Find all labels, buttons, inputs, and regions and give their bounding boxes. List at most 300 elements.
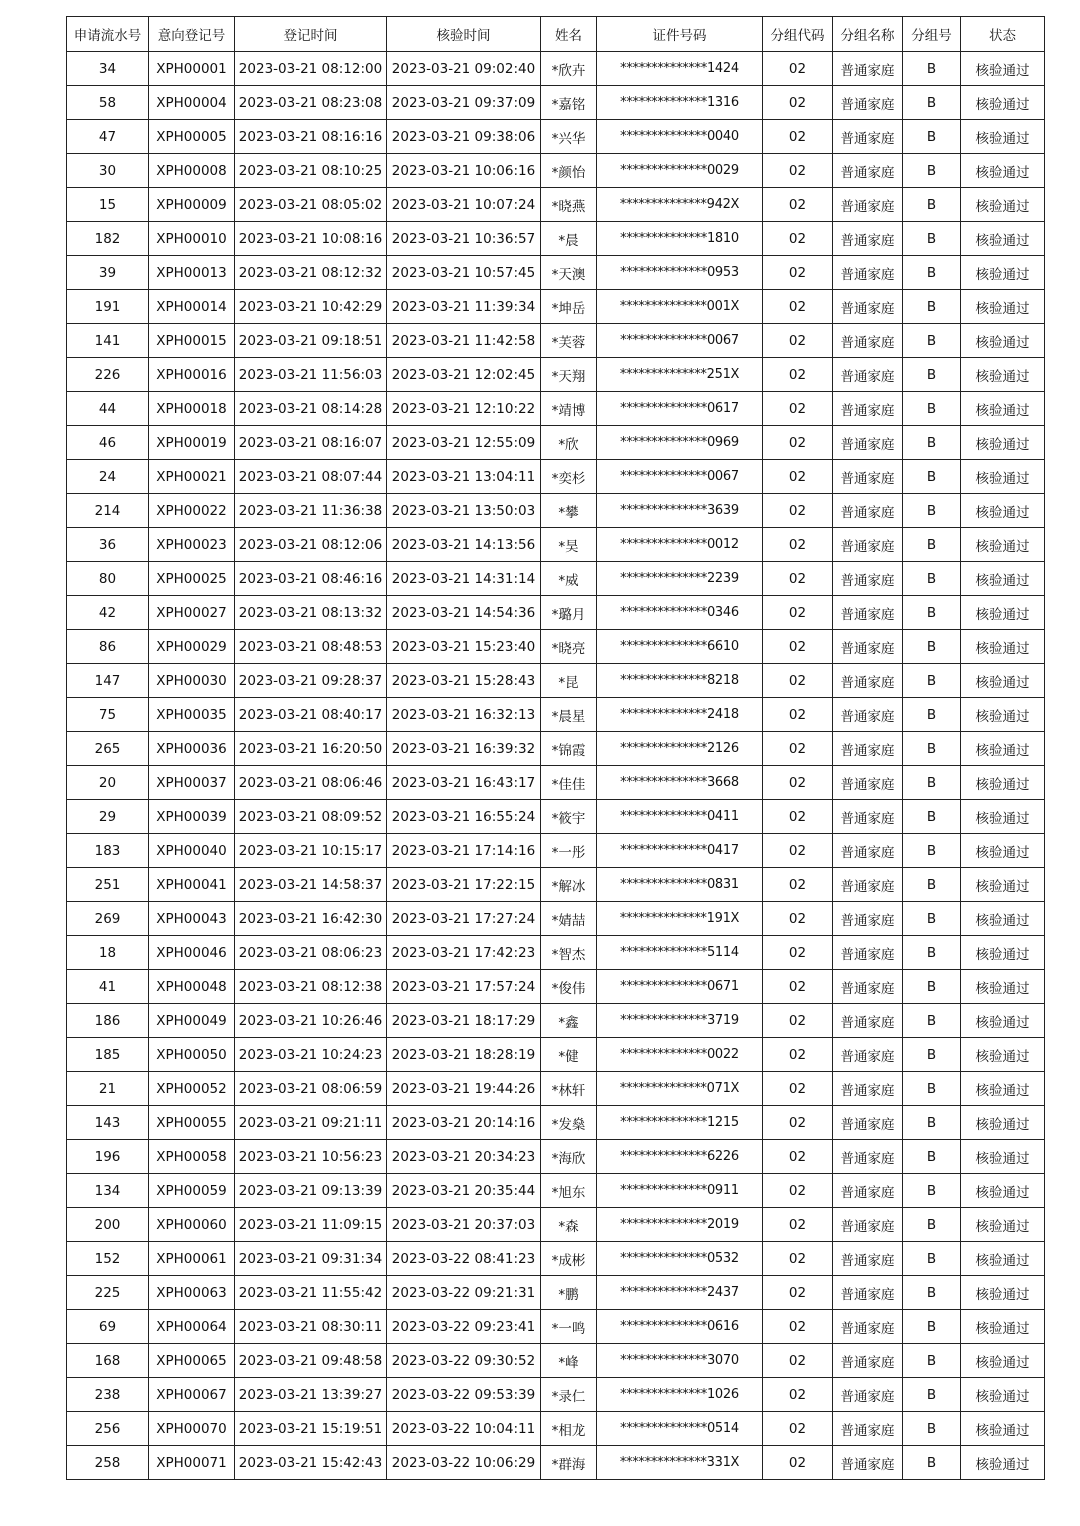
status-cell: 核验通过 xyxy=(961,290,1045,324)
registration-time-cell: 2023-03-21 08:12:06 xyxy=(235,528,387,562)
registration-time-cell: 2023-03-21 08:12:32 xyxy=(235,256,387,290)
name-cell: *群海 xyxy=(541,1446,597,1480)
registration-time-cell: 2023-03-21 08:14:28 xyxy=(235,392,387,426)
name-cell: *欣卉 xyxy=(541,52,597,86)
group-code-cell: 02 xyxy=(763,1412,833,1446)
verification-time-cell: 2023-03-21 13:50:03 xyxy=(387,494,541,528)
id-number-cell: **************6610 xyxy=(597,630,763,664)
name-cell: *晓亮 xyxy=(541,630,597,664)
verification-time-cell: 2023-03-21 10:06:16 xyxy=(387,154,541,188)
group-no-cell: B xyxy=(903,562,961,596)
group-name-cell: 普通家庭 xyxy=(833,1276,903,1310)
name-cell: *发燊 xyxy=(541,1106,597,1140)
registration-no-cell: XPH00030 xyxy=(149,664,235,698)
registration-no-cell: XPH00021 xyxy=(149,460,235,494)
id-number-cell: **************0953 xyxy=(597,256,763,290)
group-no-cell: B xyxy=(903,188,961,222)
status-cell: 核验通过 xyxy=(961,562,1045,596)
group-no-cell: B xyxy=(903,290,961,324)
verification-time-cell: 2023-03-21 17:42:23 xyxy=(387,936,541,970)
status-cell: 核验通过 xyxy=(961,630,1045,664)
group-name-cell: 普通家庭 xyxy=(833,1038,903,1072)
group-name-cell: 普通家庭 xyxy=(833,596,903,630)
group-code-cell: 02 xyxy=(763,1344,833,1378)
id-number-cell: **************0831 xyxy=(597,868,763,902)
table-row xyxy=(67,698,1045,732)
serial-no-cell: 214 xyxy=(67,494,149,528)
verification-time-cell: 2023-03-22 09:21:31 xyxy=(387,1276,541,1310)
name-cell: *威 xyxy=(541,562,597,596)
verification-time-cell: 2023-03-21 17:27:24 xyxy=(387,902,541,936)
table-row xyxy=(67,1140,1045,1174)
registration-no-cell: XPH00008 xyxy=(149,154,235,188)
serial-no-cell: 42 xyxy=(67,596,149,630)
status-cell: 核验通过 xyxy=(961,494,1045,528)
id-number-cell: **************942X xyxy=(597,188,763,222)
group-code-cell: 02 xyxy=(763,1276,833,1310)
group-no-cell: B xyxy=(903,1106,961,1140)
table-row xyxy=(67,494,1045,528)
registration-time-cell: 2023-03-21 11:09:15 xyxy=(235,1208,387,1242)
registration-time-cell: 2023-03-21 08:06:23 xyxy=(235,936,387,970)
name-cell: *昊 xyxy=(541,528,597,562)
verification-time-cell: 2023-03-21 09:38:06 xyxy=(387,120,541,154)
status-cell: 核验通过 xyxy=(961,732,1045,766)
header-serial-no: 申请流水号 xyxy=(67,17,149,52)
group-code-cell: 02 xyxy=(763,1242,833,1276)
table-row xyxy=(67,290,1045,324)
group-no-cell: B xyxy=(903,664,961,698)
table-row xyxy=(67,392,1045,426)
group-code-cell: 02 xyxy=(763,1310,833,1344)
name-cell: *一鸣 xyxy=(541,1310,597,1344)
verification-time-cell: 2023-03-21 14:54:36 xyxy=(387,596,541,630)
header-status: 状态 xyxy=(961,17,1045,52)
group-code-cell: 02 xyxy=(763,460,833,494)
serial-no-cell: 86 xyxy=(67,630,149,664)
status-cell: 核验通过 xyxy=(961,1004,1045,1038)
id-number-cell: **************0969 xyxy=(597,426,763,460)
table-row xyxy=(67,1174,1045,1208)
registration-no-cell: XPH00063 xyxy=(149,1276,235,1310)
group-code-cell: 02 xyxy=(763,834,833,868)
verification-time-cell: 2023-03-21 10:57:45 xyxy=(387,256,541,290)
group-no-cell: B xyxy=(903,1242,961,1276)
status-cell: 核验通过 xyxy=(961,392,1045,426)
group-no-cell: B xyxy=(903,1140,961,1174)
status-cell: 核验通过 xyxy=(961,1072,1045,1106)
id-number-cell: **************5114 xyxy=(597,936,763,970)
table-row xyxy=(67,426,1045,460)
registration-no-cell: XPH00059 xyxy=(149,1174,235,1208)
registration-time-cell: 2023-03-21 08:30:11 xyxy=(235,1310,387,1344)
name-cell: *筱宇 xyxy=(541,800,597,834)
verification-time-cell: 2023-03-21 16:39:32 xyxy=(387,732,541,766)
name-cell: *健 xyxy=(541,1038,597,1072)
table-row xyxy=(67,1242,1045,1276)
group-name-cell: 普通家庭 xyxy=(833,426,903,460)
group-no-cell: B xyxy=(903,868,961,902)
serial-no-cell: 269 xyxy=(67,902,149,936)
serial-no-cell: 226 xyxy=(67,358,149,392)
group-name-cell: 普通家庭 xyxy=(833,562,903,596)
serial-no-cell: 256 xyxy=(67,1412,149,1446)
status-cell: 核验通过 xyxy=(961,256,1045,290)
group-name-cell: 普通家庭 xyxy=(833,1140,903,1174)
verification-time-cell: 2023-03-22 10:06:29 xyxy=(387,1446,541,1480)
group-code-cell: 02 xyxy=(763,1072,833,1106)
verification-time-cell: 2023-03-21 10:07:24 xyxy=(387,188,541,222)
group-no-cell: B xyxy=(903,698,961,732)
table-row xyxy=(67,1378,1045,1412)
group-name-cell: 普通家庭 xyxy=(833,834,903,868)
header-id-number: 证件号码 xyxy=(597,17,763,52)
name-cell: *成彬 xyxy=(541,1242,597,1276)
group-name-cell: 普通家庭 xyxy=(833,52,903,86)
name-cell: *鹏 xyxy=(541,1276,597,1310)
group-name-cell: 普通家庭 xyxy=(833,664,903,698)
table-row xyxy=(67,154,1045,188)
registration-time-cell: 2023-03-21 08:48:53 xyxy=(235,630,387,664)
table-row xyxy=(67,256,1045,290)
group-no-cell: B xyxy=(903,800,961,834)
status-cell: 核验通过 xyxy=(961,358,1045,392)
group-name-cell: 普通家庭 xyxy=(833,1004,903,1038)
serial-no-cell: 69 xyxy=(67,1310,149,1344)
verification-time-cell: 2023-03-21 20:14:16 xyxy=(387,1106,541,1140)
group-name-cell: 普通家庭 xyxy=(833,494,903,528)
name-cell: *晓燕 xyxy=(541,188,597,222)
group-code-cell: 02 xyxy=(763,86,833,120)
group-code-cell: 02 xyxy=(763,358,833,392)
serial-no-cell: 29 xyxy=(67,800,149,834)
registration-no-cell: XPH00070 xyxy=(149,1412,235,1446)
verification-time-cell: 2023-03-21 12:55:09 xyxy=(387,426,541,460)
registration-no-cell: XPH00005 xyxy=(149,120,235,154)
group-no-cell: B xyxy=(903,1310,961,1344)
serial-no-cell: 134 xyxy=(67,1174,149,1208)
status-cell: 核验通过 xyxy=(961,1378,1045,1412)
group-name-cell: 普通家庭 xyxy=(833,698,903,732)
registration-no-cell: XPH00064 xyxy=(149,1310,235,1344)
id-number-cell: **************2437 xyxy=(597,1276,763,1310)
id-number-cell: **************0617 xyxy=(597,392,763,426)
table-row xyxy=(67,1412,1045,1446)
registration-time-cell: 2023-03-21 08:46:16 xyxy=(235,562,387,596)
group-no-cell: B xyxy=(903,970,961,1004)
verification-time-cell: 2023-03-21 10:36:57 xyxy=(387,222,541,256)
group-code-cell: 02 xyxy=(763,154,833,188)
registration-no-cell: XPH00015 xyxy=(149,324,235,358)
status-cell: 核验通过 xyxy=(961,766,1045,800)
registration-time-cell: 2023-03-21 08:06:59 xyxy=(235,1072,387,1106)
group-no-cell: B xyxy=(903,460,961,494)
serial-no-cell: 183 xyxy=(67,834,149,868)
id-number-cell: **************0346 xyxy=(597,596,763,630)
registration-no-cell: XPH00055 xyxy=(149,1106,235,1140)
verification-time-cell: 2023-03-21 14:31:14 xyxy=(387,562,541,596)
id-number-cell: **************8218 xyxy=(597,664,763,698)
status-cell: 核验通过 xyxy=(961,664,1045,698)
registration-no-cell: XPH00043 xyxy=(149,902,235,936)
status-cell: 核验通过 xyxy=(961,834,1045,868)
serial-no-cell: 46 xyxy=(67,426,149,460)
serial-no-cell: 191 xyxy=(67,290,149,324)
registration-time-cell: 2023-03-21 09:21:11 xyxy=(235,1106,387,1140)
group-no-cell: B xyxy=(903,596,961,630)
name-cell: *鑫 xyxy=(541,1004,597,1038)
applicant-table xyxy=(66,16,1045,1480)
group-name-cell: 普通家庭 xyxy=(833,358,903,392)
status-cell: 核验通过 xyxy=(961,1446,1045,1480)
group-name-cell: 普通家庭 xyxy=(833,86,903,120)
group-name-cell: 普通家庭 xyxy=(833,1378,903,1412)
table-row xyxy=(67,834,1045,868)
group-no-cell: B xyxy=(903,222,961,256)
table-row xyxy=(67,52,1045,86)
group-code-cell: 02 xyxy=(763,630,833,664)
group-code-cell: 02 xyxy=(763,800,833,834)
id-number-cell: **************2019 xyxy=(597,1208,763,1242)
status-cell: 核验通过 xyxy=(961,460,1045,494)
name-cell: *佳佳 xyxy=(541,766,597,800)
registration-time-cell: 2023-03-21 10:15:17 xyxy=(235,834,387,868)
group-no-cell: B xyxy=(903,392,961,426)
group-code-cell: 02 xyxy=(763,1038,833,1072)
registration-time-cell: 2023-03-21 08:12:00 xyxy=(235,52,387,86)
header-registration-no: 意向登记号 xyxy=(149,17,235,52)
group-code-cell: 02 xyxy=(763,324,833,358)
serial-no-cell: 168 xyxy=(67,1344,149,1378)
id-number-cell: **************3639 xyxy=(597,494,763,528)
verification-time-cell: 2023-03-21 20:35:44 xyxy=(387,1174,541,1208)
status-cell: 核验通过 xyxy=(961,800,1045,834)
group-no-cell: B xyxy=(903,324,961,358)
verification-time-cell: 2023-03-22 08:41:23 xyxy=(387,1242,541,1276)
table-row xyxy=(67,664,1045,698)
verification-time-cell: 2023-03-21 11:39:34 xyxy=(387,290,541,324)
group-no-cell: B xyxy=(903,528,961,562)
registration-no-cell: XPH00010 xyxy=(149,222,235,256)
verification-time-cell: 2023-03-21 14:13:56 xyxy=(387,528,541,562)
group-name-cell: 普通家庭 xyxy=(833,970,903,1004)
header-group-code: 分组代码 xyxy=(763,17,833,52)
verification-time-cell: 2023-03-22 09:53:39 xyxy=(387,1378,541,1412)
registration-time-cell: 2023-03-21 08:05:02 xyxy=(235,188,387,222)
group-name-cell: 普通家庭 xyxy=(833,460,903,494)
table-row xyxy=(67,1276,1045,1310)
group-code-cell: 02 xyxy=(763,392,833,426)
registration-no-cell: XPH00027 xyxy=(149,596,235,630)
serial-no-cell: 47 xyxy=(67,120,149,154)
group-code-cell: 02 xyxy=(763,1208,833,1242)
group-code-cell: 02 xyxy=(763,1446,833,1480)
status-cell: 核验通过 xyxy=(961,222,1045,256)
verification-time-cell: 2023-03-21 17:57:24 xyxy=(387,970,541,1004)
status-cell: 核验通过 xyxy=(961,154,1045,188)
registration-time-cell: 2023-03-21 09:48:58 xyxy=(235,1344,387,1378)
status-cell: 核验通过 xyxy=(961,1140,1045,1174)
group-code-cell: 02 xyxy=(763,188,833,222)
registration-time-cell: 2023-03-21 15:42:43 xyxy=(235,1446,387,1480)
name-cell: *晨星 xyxy=(541,698,597,732)
group-name-cell: 普通家庭 xyxy=(833,290,903,324)
header-group-no: 分组号 xyxy=(903,17,961,52)
header-group-name: 分组名称 xyxy=(833,17,903,52)
table-row xyxy=(67,1038,1045,1072)
group-name-cell: 普通家庭 xyxy=(833,528,903,562)
name-cell: *旭东 xyxy=(541,1174,597,1208)
group-code-cell: 02 xyxy=(763,562,833,596)
registration-time-cell: 2023-03-21 11:56:03 xyxy=(235,358,387,392)
group-code-cell: 02 xyxy=(763,426,833,460)
status-cell: 核验通过 xyxy=(961,120,1045,154)
group-no-cell: B xyxy=(903,1004,961,1038)
group-name-cell: 普通家庭 xyxy=(833,902,903,936)
registration-time-cell: 2023-03-21 09:18:51 xyxy=(235,324,387,358)
status-cell: 核验通过 xyxy=(961,596,1045,630)
group-no-cell: B xyxy=(903,154,961,188)
registration-time-cell: 2023-03-21 10:42:29 xyxy=(235,290,387,324)
registration-time-cell: 2023-03-21 10:24:23 xyxy=(235,1038,387,1072)
group-code-cell: 02 xyxy=(763,596,833,630)
registration-time-cell: 2023-03-21 08:13:32 xyxy=(235,596,387,630)
name-cell: *璐月 xyxy=(541,596,597,630)
registration-no-cell: XPH00019 xyxy=(149,426,235,460)
name-cell: *解冰 xyxy=(541,868,597,902)
group-no-cell: B xyxy=(903,630,961,664)
registration-no-cell: XPH00048 xyxy=(149,970,235,1004)
group-code-cell: 02 xyxy=(763,970,833,1004)
id-number-cell: **************0616 xyxy=(597,1310,763,1344)
registration-time-cell: 2023-03-21 15:19:51 xyxy=(235,1412,387,1446)
registration-time-cell: 2023-03-21 10:56:23 xyxy=(235,1140,387,1174)
id-number-cell: **************2418 xyxy=(597,698,763,732)
id-number-cell: **************191X xyxy=(597,902,763,936)
registration-time-cell: 2023-03-21 08:40:17 xyxy=(235,698,387,732)
group-name-cell: 普通家庭 xyxy=(833,936,903,970)
verification-time-cell: 2023-03-21 19:44:26 xyxy=(387,1072,541,1106)
verification-time-cell: 2023-03-21 11:42:58 xyxy=(387,324,541,358)
id-number-cell: **************1424 xyxy=(597,52,763,86)
group-name-cell: 普通家庭 xyxy=(833,1344,903,1378)
registration-no-cell: XPH00018 xyxy=(149,392,235,426)
group-name-cell: 普通家庭 xyxy=(833,1446,903,1480)
group-name-cell: 普通家庭 xyxy=(833,1208,903,1242)
name-cell: *昆 xyxy=(541,664,597,698)
verification-time-cell: 2023-03-22 10:04:11 xyxy=(387,1412,541,1446)
registration-no-cell: XPH00049 xyxy=(149,1004,235,1038)
serial-no-cell: 44 xyxy=(67,392,149,426)
applicant-table-sheet xyxy=(66,16,1044,1480)
group-name-cell: 普通家庭 xyxy=(833,1106,903,1140)
registration-time-cell: 2023-03-21 09:28:37 xyxy=(235,664,387,698)
table-row xyxy=(67,358,1045,392)
registration-no-cell: XPH00009 xyxy=(149,188,235,222)
group-code-cell: 02 xyxy=(763,1106,833,1140)
group-code-cell: 02 xyxy=(763,732,833,766)
table-row xyxy=(67,800,1045,834)
status-cell: 核验通过 xyxy=(961,970,1045,1004)
verification-time-cell: 2023-03-21 12:10:22 xyxy=(387,392,541,426)
status-cell: 核验通过 xyxy=(961,868,1045,902)
group-code-cell: 02 xyxy=(763,222,833,256)
id-number-cell: **************0067 xyxy=(597,460,763,494)
group-no-cell: B xyxy=(903,256,961,290)
table-body xyxy=(67,52,1045,1480)
registration-time-cell: 2023-03-21 08:10:25 xyxy=(235,154,387,188)
serial-no-cell: 186 xyxy=(67,1004,149,1038)
registration-no-cell: XPH00013 xyxy=(149,256,235,290)
verification-time-cell: 2023-03-22 09:30:52 xyxy=(387,1344,541,1378)
serial-no-cell: 39 xyxy=(67,256,149,290)
serial-no-cell: 75 xyxy=(67,698,149,732)
table-row xyxy=(67,86,1045,120)
serial-no-cell: 30 xyxy=(67,154,149,188)
verification-time-cell: 2023-03-21 16:55:24 xyxy=(387,800,541,834)
header-registration-time: 登记时间 xyxy=(235,17,387,52)
name-cell: *森 xyxy=(541,1208,597,1242)
verification-time-cell: 2023-03-21 15:23:40 xyxy=(387,630,541,664)
group-no-cell: B xyxy=(903,902,961,936)
verification-time-cell: 2023-03-21 17:14:16 xyxy=(387,834,541,868)
id-number-cell: **************0040 xyxy=(597,120,763,154)
registration-time-cell: 2023-03-21 13:39:27 xyxy=(235,1378,387,1412)
id-number-cell: **************6226 xyxy=(597,1140,763,1174)
serial-no-cell: 238 xyxy=(67,1378,149,1412)
table-row xyxy=(67,1208,1045,1242)
name-cell: *芙蓉 xyxy=(541,324,597,358)
id-number-cell: **************251X xyxy=(597,358,763,392)
id-number-cell: **************0514 xyxy=(597,1412,763,1446)
group-no-cell: B xyxy=(903,1208,961,1242)
registration-time-cell: 2023-03-21 08:07:44 xyxy=(235,460,387,494)
table-row xyxy=(67,1004,1045,1038)
registration-time-cell: 2023-03-21 08:23:08 xyxy=(235,86,387,120)
table-row xyxy=(67,936,1045,970)
registration-no-cell: XPH00065 xyxy=(149,1344,235,1378)
id-number-cell: **************1810 xyxy=(597,222,763,256)
registration-no-cell: XPH00046 xyxy=(149,936,235,970)
id-number-cell: **************3070 xyxy=(597,1344,763,1378)
status-cell: 核验通过 xyxy=(961,1038,1045,1072)
group-code-cell: 02 xyxy=(763,120,833,154)
table-row xyxy=(67,732,1045,766)
group-name-cell: 普通家庭 xyxy=(833,868,903,902)
registration-time-cell: 2023-03-21 14:58:37 xyxy=(235,868,387,902)
table-header-row xyxy=(67,17,1045,52)
registration-time-cell: 2023-03-21 08:16:16 xyxy=(235,120,387,154)
registration-no-cell: XPH00041 xyxy=(149,868,235,902)
name-cell: *智杰 xyxy=(541,936,597,970)
verification-time-cell: 2023-03-21 20:34:23 xyxy=(387,1140,541,1174)
group-no-cell: B xyxy=(903,1412,961,1446)
serial-no-cell: 182 xyxy=(67,222,149,256)
verification-time-cell: 2023-03-21 12:02:45 xyxy=(387,358,541,392)
registration-no-cell: XPH00035 xyxy=(149,698,235,732)
status-cell: 核验通过 xyxy=(961,528,1045,562)
group-code-cell: 02 xyxy=(763,868,833,902)
registration-no-cell: XPH00050 xyxy=(149,1038,235,1072)
group-no-cell: B xyxy=(903,936,961,970)
group-no-cell: B xyxy=(903,52,961,86)
table-row xyxy=(67,1106,1045,1140)
status-cell: 核验通过 xyxy=(961,1310,1045,1344)
group-no-cell: B xyxy=(903,120,961,154)
group-code-cell: 02 xyxy=(763,698,833,732)
id-number-cell: **************0532 xyxy=(597,1242,763,1276)
registration-time-cell: 2023-03-21 08:16:07 xyxy=(235,426,387,460)
